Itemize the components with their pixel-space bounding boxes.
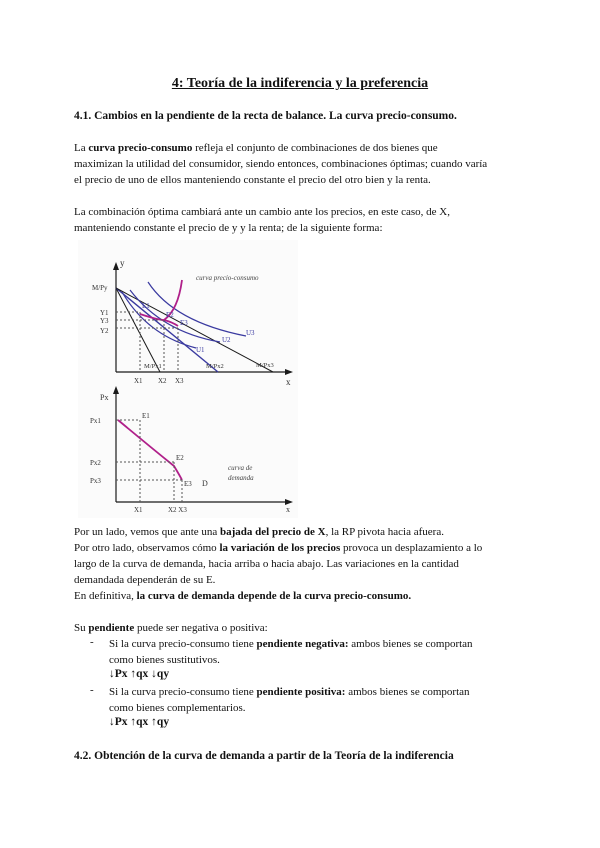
paragraph-line: Su pendiente puede ser negativa o positiva: [74, 622, 268, 634]
budget-label-3: M/Px3 [256, 362, 274, 369]
paragraph-line: La combinación óptima cambiará ante un cambio ante los precios, en este caso, de X, [74, 206, 450, 218]
bottom-point-e1: E1 [142, 412, 150, 420]
bold-term: pendiente positiva: [256, 686, 346, 698]
bullet-mark: - [90, 684, 94, 696]
x-tick-3: X3 [175, 377, 184, 385]
section-heading-4-1: 4.1. Cambios en la pendiente de la recta de balance. La curva precio-consumo. [74, 110, 457, 122]
budget-label-1: M/Px1 [144, 363, 162, 370]
bottom-x-tick-23: X2 X3 [168, 506, 187, 514]
formula-line: ↓Px ↑qx ↓qy [109, 668, 170, 680]
curve-label: curva precio-consumo [196, 274, 259, 282]
demand-label-2: demanda [228, 474, 254, 482]
indiff-u3: U3 [246, 329, 255, 337]
bullet-line: Si la curva precio-consumo tiene pendiente positiva: ambos bienes se comportan [109, 686, 470, 698]
figure-background [78, 240, 298, 518]
handwritten-figure [78, 240, 298, 518]
bold-term: pendiente negativa: [256, 638, 349, 650]
paragraph-line: largo de la curva de demanda, hacia arriba o hacia abajo. Las variaciones en la cantidad [74, 558, 459, 570]
paragraph-line: maximizan la utilidad del consumidor, siendo entonces, combinaciones óptimas; cuando varía [74, 158, 488, 170]
bottom-x-tick-1: X1 [134, 506, 143, 514]
bold-term: pendiente [88, 622, 135, 634]
bottom-point-e3: E3 [184, 480, 192, 488]
y-tick-3: Y3 [100, 317, 109, 325]
bottom-x-axis-label: x [286, 505, 290, 514]
page-title: 4: Teoría de la indiferencia y la preferencia [171, 76, 429, 91]
demand-point-label: D [202, 479, 208, 488]
bullet-mark: - [90, 636, 94, 648]
paragraph-line: En definitiva, la curva de demanda depende de la curva precio-consumo. [74, 590, 412, 602]
x-tick-2: X2 [158, 377, 167, 385]
y-tick-1: Y1 [100, 309, 109, 317]
bottom-y-axis-label: Px [100, 393, 109, 402]
px-tick-2: Px2 [90, 459, 101, 467]
section-heading-4-2: 4.2. Obtención de la curva de demanda a partir de la Teoría de la indiferencia [74, 750, 454, 762]
point-e1: E1 [142, 302, 150, 310]
px-tick-1: Px1 [90, 417, 101, 425]
bold-term: la variación de los precios [219, 542, 341, 554]
indiff-u2: U2 [222, 336, 231, 344]
bold-term: curva precio-consumo [88, 142, 193, 154]
bullet-line: Si la curva precio-consumo tiene pendiente negativa: ambos bienes se comportan [109, 638, 473, 650]
bottom-point-e2: E2 [176, 454, 184, 462]
indiff-u1: U1 [196, 346, 205, 354]
paragraph-line: el precio de uno de ellos manteniendo constante el precio del otro bien y la renta. [74, 174, 431, 186]
point-e3: E3 [180, 319, 188, 327]
top-y-axis-label: y [120, 258, 125, 268]
paragraph-line: Por otro lado, observamos cómo la variación de los precios provoca un desplazamiento a lo [74, 542, 483, 554]
y-tick-2: Y2 [100, 327, 109, 335]
formula-line: ↓Px ↑qx ↑qy [109, 716, 170, 728]
intercept-label: M/Py [92, 284, 108, 292]
bullet-line: como bienes complementarios. [109, 702, 246, 714]
paragraph-line: La curva precio-consumo refleja el conjunto de combinaciones de dos bienes que [74, 142, 438, 154]
budget-label-2: M/Px2 [206, 363, 224, 370]
paragraph-line: manteniendo constante el precio de y y la renta; de la siguiente forma: [74, 222, 383, 234]
bold-term: bajada del precio de X [220, 526, 326, 538]
top-x-axis-label: x [286, 377, 291, 387]
x-tick-1: X1 [134, 377, 143, 385]
bold-term: la curva de demanda depende de la curva precio-consumo. [136, 590, 412, 602]
bullet-line: como bienes sustitutivos. [109, 654, 220, 666]
point-e2: E2 [166, 311, 174, 319]
px-tick-3: Px3 [90, 477, 101, 485]
demand-label-1: curva de [228, 464, 253, 472]
paragraph-line: demandada dependerán de su E. [74, 574, 216, 586]
paragraph-line: Por un lado, vemos que ante una bajada del precio de X, la RP pivota hacia afuera. [74, 526, 444, 538]
